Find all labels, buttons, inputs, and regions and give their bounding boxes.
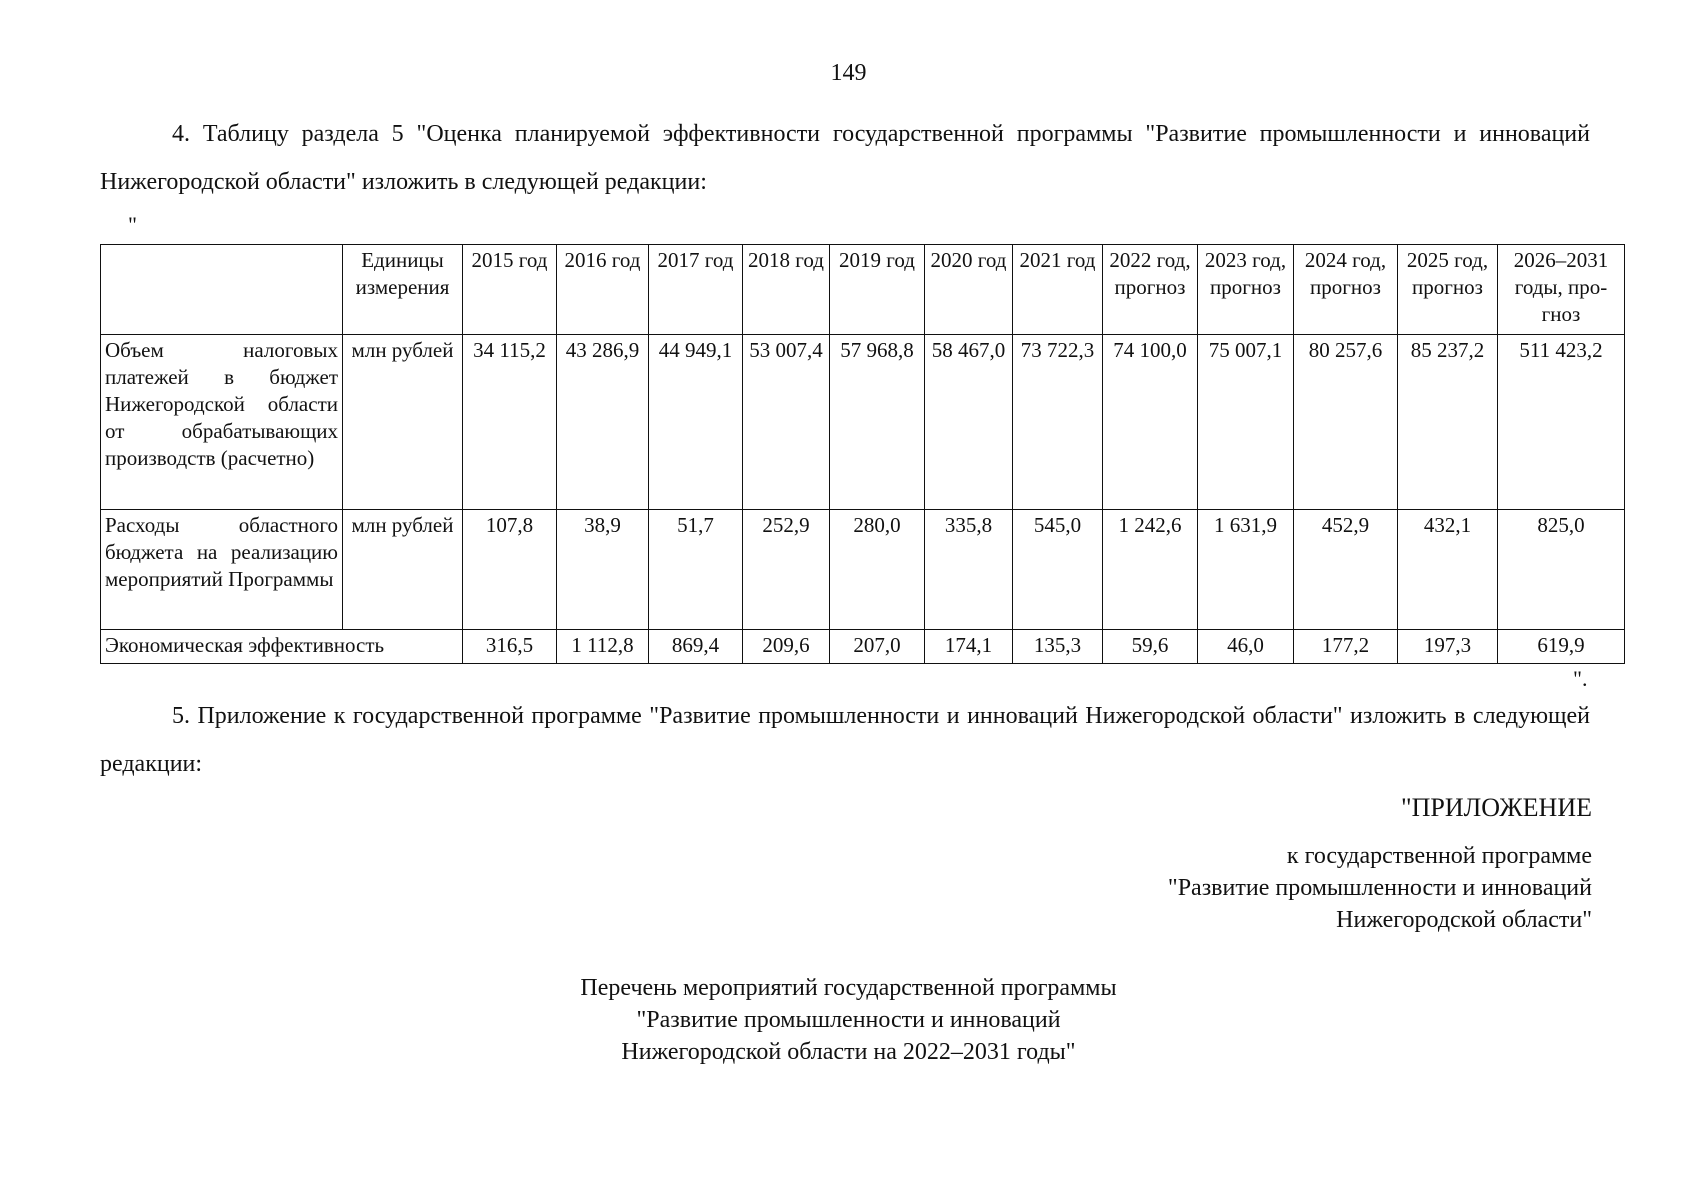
list-title (0, 972, 1697, 1068)
value-cell: 209,6 (743, 630, 830, 664)
value-cell: 58 467,0 (925, 335, 1013, 510)
appendix-line: Нижегородской области" (1336, 907, 1592, 933)
appendix-line: "Развитие промышленности и инноваций (1167, 875, 1592, 901)
header-year: 2025 год, прогноз (1398, 245, 1498, 335)
list-title-line: "Развитие промышленности и инноваций (636, 1007, 1061, 1033)
value-cell: 59,6 (1103, 630, 1198, 664)
value-cell: 177,2 (1294, 630, 1398, 664)
value-cell: 38,9 (557, 510, 649, 630)
value-cell: 80 257,6 (1294, 335, 1398, 510)
row-label: Объем налоговых платежей в бюджет Нижегородской области от обрабатывающих производств (расчетно) (101, 335, 343, 510)
header-year: 2015 год (463, 245, 557, 335)
row-unit: млн рублей (343, 510, 463, 630)
header-year: 2024 год, прогноз (1294, 245, 1398, 335)
list-title-line: Нижегородской области на 2022–2031 годы" (621, 1039, 1076, 1065)
paragraph-5-text: 5. Приложение к государственной программе "Развитие промышленности и инноваций Нижегородской области" изложить в следующей редакции: (100, 703, 1590, 777)
header-year: 2022 год, прогноз (1103, 245, 1198, 335)
value-cell: 316,5 (463, 630, 557, 664)
value-cell: 619,9 (1498, 630, 1625, 664)
value-cell: 43 286,9 (557, 335, 649, 510)
header-year: 2026–2031 годы, прогноз (1498, 245, 1625, 335)
value-cell: 44 949,1 (649, 335, 743, 510)
table-row (101, 630, 1625, 664)
value-cell: 545,0 (1013, 510, 1103, 630)
value-cell: 74 100,0 (1103, 335, 1198, 510)
value-cell: 511 423,2 (1498, 335, 1625, 510)
table-open-quote: " (128, 212, 137, 237)
value-cell: 107,8 (463, 510, 557, 630)
row-unit: млн рублей (343, 335, 463, 510)
paragraph-4 (100, 110, 1590, 206)
table-close-quote: ". (1573, 666, 1588, 691)
header-year: 2016 год (557, 245, 649, 335)
efficiency-table (100, 244, 1625, 664)
paragraph-5 (100, 692, 1590, 788)
row-label: Расходы областного бюджета на реализацию мероприятий Программы (101, 510, 343, 630)
header-year: 2019 год (830, 245, 925, 335)
value-cell: 1 631,9 (1198, 510, 1294, 630)
value-cell: 207,0 (830, 630, 925, 664)
efficiency-table-wrap (100, 244, 1625, 664)
header-year: 2021 год (1013, 245, 1103, 335)
value-cell: 46,0 (1198, 630, 1294, 664)
value-cell: 452,9 (1294, 510, 1398, 630)
table-row (101, 335, 1625, 510)
table-header-row (101, 245, 1625, 335)
value-cell: 1 112,8 (557, 630, 649, 664)
table-row (101, 510, 1625, 630)
paragraph-4-text: 4. Таблицу раздела 5 "Оценка планируемой эффективности государственной программы "Развитие промышленности и инноваций Нижегородской области" изложить в следующей редакции: (100, 121, 1590, 195)
value-cell: 34 115,2 (463, 335, 557, 510)
list-title-line: Перечень мероприятий государственной программы (580, 975, 1117, 1001)
header-year: 2017 год (649, 245, 743, 335)
value-cell: 51,7 (649, 510, 743, 630)
appendix-line: к государственной программе (1286, 843, 1592, 869)
value-cell: 869,4 (649, 630, 743, 664)
value-cell: 53 007,4 (743, 335, 830, 510)
value-cell: 57 968,8 (830, 335, 925, 510)
value-cell: 280,0 (830, 510, 925, 630)
value-cell: 85 237,2 (1398, 335, 1498, 510)
header-year: 2020 год (925, 245, 1013, 335)
header-year: 2023 год, прогноз (1198, 245, 1294, 335)
value-cell: 174,1 (925, 630, 1013, 664)
value-cell: 75 007,1 (1198, 335, 1294, 510)
header-blank-cell (101, 245, 343, 335)
value-cell: 1 242,6 (1103, 510, 1198, 630)
appendix-title: "ПРИЛОЖЕНИЕ (1400, 793, 1592, 822)
value-cell: 135,3 (1013, 630, 1103, 664)
row-label: Экономическая эффективность (101, 630, 463, 664)
value-cell: 73 722,3 (1013, 335, 1103, 510)
value-cell: 252,9 (743, 510, 830, 630)
value-cell: 825,0 (1498, 510, 1625, 630)
header-units: Единицы измерения (343, 245, 463, 335)
value-cell: 432,1 (1398, 510, 1498, 630)
page-number: 149 (830, 60, 867, 86)
appendix-heading (1168, 792, 1592, 936)
value-cell: 197,3 (1398, 630, 1498, 664)
header-year: 2018 год (743, 245, 830, 335)
value-cell: 335,8 (925, 510, 1013, 630)
